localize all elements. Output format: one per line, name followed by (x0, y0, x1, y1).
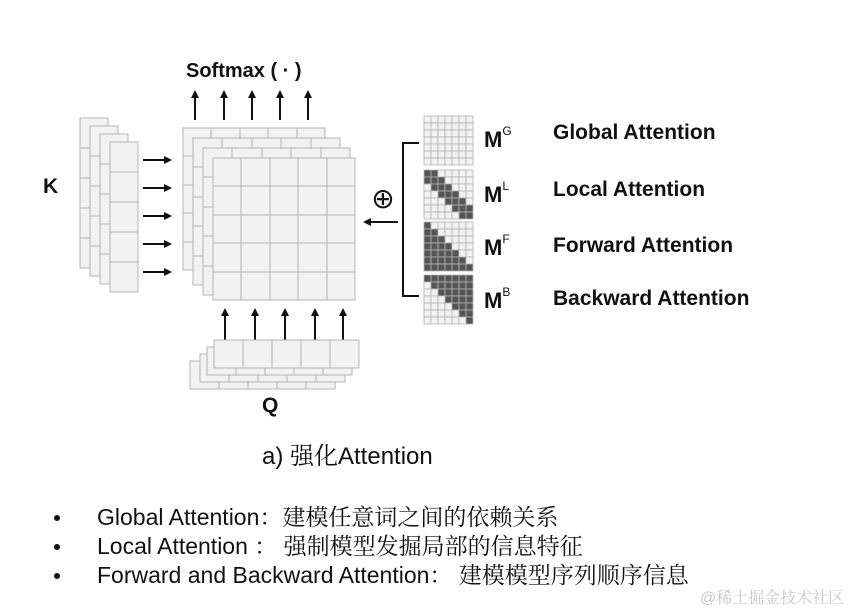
mask-cell (466, 264, 473, 271)
mask-cell (445, 151, 452, 158)
bullet-icon (54, 515, 60, 521)
mask-cell (459, 264, 466, 271)
mask-name-forward: Forward Attention (553, 234, 734, 257)
mask-cell (431, 317, 438, 324)
mask-cell (424, 116, 431, 123)
mask-cell (459, 212, 466, 219)
mask-cell (438, 282, 445, 289)
mask-cell (452, 250, 459, 257)
mask-cell (424, 317, 431, 324)
mask-cell (445, 317, 452, 324)
mask-cell (452, 198, 459, 205)
mask-cell (438, 212, 445, 219)
mask-symbol-global: $M^G$ (484, 124, 512, 152)
mask-cell (431, 212, 438, 219)
mask-cell (424, 184, 431, 191)
mask-cell (424, 264, 431, 271)
q-label: Q (262, 394, 279, 417)
mask-cell (445, 116, 452, 123)
mask-cell (431, 222, 438, 229)
mask-cell (438, 303, 445, 310)
mask-cell (438, 198, 445, 205)
mask-cell (466, 116, 473, 123)
mask-cell (445, 144, 452, 151)
mask-cell (459, 205, 466, 212)
mask-cell (466, 151, 473, 158)
mask-cell (452, 116, 459, 123)
mask-cell (445, 282, 452, 289)
mask-cell (466, 296, 473, 303)
mask-cell (424, 212, 431, 219)
k-label: K (43, 175, 59, 198)
k-matrix-stack (80, 118, 138, 292)
mask-cell (459, 177, 466, 184)
mask-cell (424, 137, 431, 144)
softmax-label: Softmax ( · ) (186, 60, 302, 82)
mask-cell (431, 205, 438, 212)
mask-cell (452, 296, 459, 303)
mask-cell (431, 170, 438, 177)
mask-cell (424, 303, 431, 310)
mask-cell (459, 198, 466, 205)
list-item (52, 561, 689, 590)
mask-cell (459, 229, 466, 236)
mask-cell (445, 123, 452, 130)
mask-cell (459, 282, 466, 289)
mask-cell (424, 296, 431, 303)
mask-cell (459, 303, 466, 310)
list-item-text: Forward and Backward Attention： 建模模型序列顺序信息 (97, 562, 689, 588)
mask-cell (452, 303, 459, 310)
mask-cell (452, 177, 459, 184)
mask-cell (431, 264, 438, 271)
mask-cell (452, 170, 459, 177)
mask-cell (424, 236, 431, 243)
mask-cell (452, 130, 459, 137)
mask-cell (424, 198, 431, 205)
mask-cell (445, 184, 452, 191)
mask-cell (438, 250, 445, 257)
mask-cell (438, 264, 445, 271)
mask-cell (424, 144, 431, 151)
mask-cell (452, 191, 459, 198)
mask-cell (431, 137, 438, 144)
mask-cell (452, 205, 459, 212)
mask-cell (424, 222, 431, 229)
mask-cell (431, 198, 438, 205)
mask-cell (459, 184, 466, 191)
mask-cell (452, 282, 459, 289)
mask-cell (459, 317, 466, 324)
mask-cell (424, 130, 431, 137)
mask-cell (452, 158, 459, 165)
mask-cell (438, 191, 445, 198)
mask-cell (424, 229, 431, 236)
mask-cell (466, 198, 473, 205)
mask-cell (466, 191, 473, 198)
mask-cell (431, 116, 438, 123)
mask-cell (445, 158, 452, 165)
mask-cell (466, 222, 473, 229)
mask-cell (466, 177, 473, 184)
mask-cell (452, 212, 459, 219)
mask-symbol-backward: $M^B$ (484, 285, 511, 313)
mask-cell (445, 275, 452, 282)
mask-cell (459, 289, 466, 296)
mask-cell (438, 289, 445, 296)
description-list (52, 503, 689, 590)
mask-cell (424, 158, 431, 165)
mask-cell (438, 296, 445, 303)
mask-cell (431, 243, 438, 250)
mask-cell (445, 130, 452, 137)
mask-cell (459, 130, 466, 137)
mask-cell (424, 191, 431, 198)
mask-cell (466, 130, 473, 137)
mask-cell (466, 184, 473, 191)
mask-cell (459, 151, 466, 158)
attention-matrix-stack (183, 128, 355, 300)
mask-cell (438, 123, 445, 130)
mask-cell (424, 243, 431, 250)
watermark: @稀土掘金技术社区 (700, 590, 845, 607)
figure-caption: a) 强化Attention (262, 443, 433, 470)
mask-cell (459, 275, 466, 282)
mask-cell (431, 177, 438, 184)
mask-cell (466, 170, 473, 177)
mask-cell (459, 236, 466, 243)
mask-cell (452, 257, 459, 264)
mask-cell (424, 257, 431, 264)
mask-cell (445, 191, 452, 198)
mask-cell (459, 123, 466, 130)
list-item (52, 503, 689, 532)
mask-cell (431, 144, 438, 151)
mask-cell (459, 170, 466, 177)
list-item-text: Local Attention ： 强制模型发掘局部的信息特征 (97, 533, 583, 559)
mask-cell (431, 158, 438, 165)
mask-cell (452, 222, 459, 229)
mask-cell (438, 184, 445, 191)
mask-cell (445, 170, 452, 177)
q-layer (214, 340, 359, 368)
mask-cell (431, 296, 438, 303)
mask-cell (438, 137, 445, 144)
mask-cell (431, 289, 438, 296)
mask-cell (459, 137, 466, 144)
mask-cell (452, 236, 459, 243)
mask-cell (431, 151, 438, 158)
mask-cell (452, 317, 459, 324)
mask-cell (445, 257, 452, 264)
mask-name-local: Local Attention (553, 178, 706, 201)
mask-cell (452, 144, 459, 151)
mask-cell (459, 296, 466, 303)
mask-cell (424, 289, 431, 296)
mask-cell (438, 158, 445, 165)
mask-cell (445, 303, 452, 310)
mask-cell (431, 184, 438, 191)
list-item (52, 532, 689, 561)
mask-cell (452, 289, 459, 296)
mask-cell (459, 116, 466, 123)
mask-cell (445, 243, 452, 250)
mask-cell (445, 250, 452, 257)
mask-cell (452, 264, 459, 271)
mask-cell (424, 310, 431, 317)
mask-symbol-forward: $M^F$ (484, 232, 510, 260)
mask-cell (452, 310, 459, 317)
mask-symbol-local: $M^L$ (484, 179, 510, 207)
q-arrows (225, 310, 343, 340)
mask-cell (452, 137, 459, 144)
mask-cell (466, 250, 473, 257)
softmax-arrows (195, 92, 308, 120)
mask-grid-forward (424, 222, 473, 271)
mask-cell (438, 222, 445, 229)
mask-cell (459, 222, 466, 229)
mask-cell (424, 275, 431, 282)
mask-cell (424, 177, 431, 184)
mask-cell (438, 257, 445, 264)
mask-cell (466, 243, 473, 250)
list-item-text: Global Attention：建模任意词之间的依赖关系 (97, 504, 559, 530)
mask-cell (431, 123, 438, 130)
mask-cell (466, 310, 473, 317)
mask-cell (424, 123, 431, 130)
k-layer (110, 142, 138, 292)
mask-cell (452, 151, 459, 158)
mask-cell (445, 212, 452, 219)
bullet-icon (54, 573, 60, 579)
k-arrows (143, 160, 170, 272)
mask-cell (445, 137, 452, 144)
mask-cell (466, 275, 473, 282)
mask-cell (445, 264, 452, 271)
mask-cell (438, 236, 445, 243)
mask-cell (466, 317, 473, 324)
mask-cell (466, 205, 473, 212)
mask-cell (459, 250, 466, 257)
mask-cell (438, 130, 445, 137)
mask-cell (438, 229, 445, 236)
mask-name-global: Global Attention (553, 121, 716, 144)
mask-name-backward: Backward Attention (553, 287, 750, 310)
mask-cell (452, 229, 459, 236)
mask-cell (431, 229, 438, 236)
mask-cell (452, 123, 459, 130)
mask-cell (466, 303, 473, 310)
mask-cell (445, 177, 452, 184)
mask-cell (445, 205, 452, 212)
mask-cell (459, 144, 466, 151)
mask-cell (431, 236, 438, 243)
mask-cell (466, 257, 473, 264)
concat-symbol: ⊕ (371, 182, 395, 215)
mask-cell (431, 250, 438, 257)
mask-cell (466, 144, 473, 151)
mask-cell (438, 317, 445, 324)
mask-cell (445, 229, 452, 236)
attention-layer (213, 158, 355, 300)
mask-cell (438, 275, 445, 282)
mask-cell (438, 170, 445, 177)
mask-cell (438, 177, 445, 184)
mask-cell (424, 151, 431, 158)
mask-cell (466, 289, 473, 296)
mask-cell (459, 310, 466, 317)
mask-cell (466, 282, 473, 289)
mask-cell (459, 158, 466, 165)
mask-cell (424, 282, 431, 289)
mask-cell (431, 275, 438, 282)
mask-grid-backward (424, 275, 473, 324)
mask-cell (459, 243, 466, 250)
mask-cell (431, 191, 438, 198)
mask-cell (466, 137, 473, 144)
mask-cell (452, 184, 459, 191)
mask-cell (466, 229, 473, 236)
mask-cell (445, 310, 452, 317)
mask-cell (438, 144, 445, 151)
mask-cell (438, 151, 445, 158)
mask-cell (424, 205, 431, 212)
mask-cell (452, 243, 459, 250)
mask-cell (466, 236, 473, 243)
mask-cell (445, 236, 452, 243)
mask-grid-local (424, 170, 473, 219)
mask-cell (431, 130, 438, 137)
mask-cell (438, 310, 445, 317)
q-matrix-stack (190, 340, 359, 389)
mask-cell (431, 303, 438, 310)
mask-cell (438, 116, 445, 123)
mask-cell (466, 158, 473, 165)
mask-cell (431, 257, 438, 264)
bullet-icon (54, 544, 60, 550)
mask-cell (438, 205, 445, 212)
mask-bracket (403, 143, 419, 296)
mask-cell (438, 243, 445, 250)
mask-cell (466, 123, 473, 130)
mask-cell (445, 222, 452, 229)
mask-cell (459, 191, 466, 198)
mask-cell (431, 282, 438, 289)
mask-cell (424, 250, 431, 257)
mask-cell (452, 275, 459, 282)
mask-grid-global (424, 116, 473, 165)
mask-cell (466, 212, 473, 219)
mask-cell (459, 257, 466, 264)
mask-cell (445, 198, 452, 205)
mask-cell (424, 170, 431, 177)
mask-cell (431, 310, 438, 317)
mask-cell (445, 289, 452, 296)
mask-cell (445, 296, 452, 303)
